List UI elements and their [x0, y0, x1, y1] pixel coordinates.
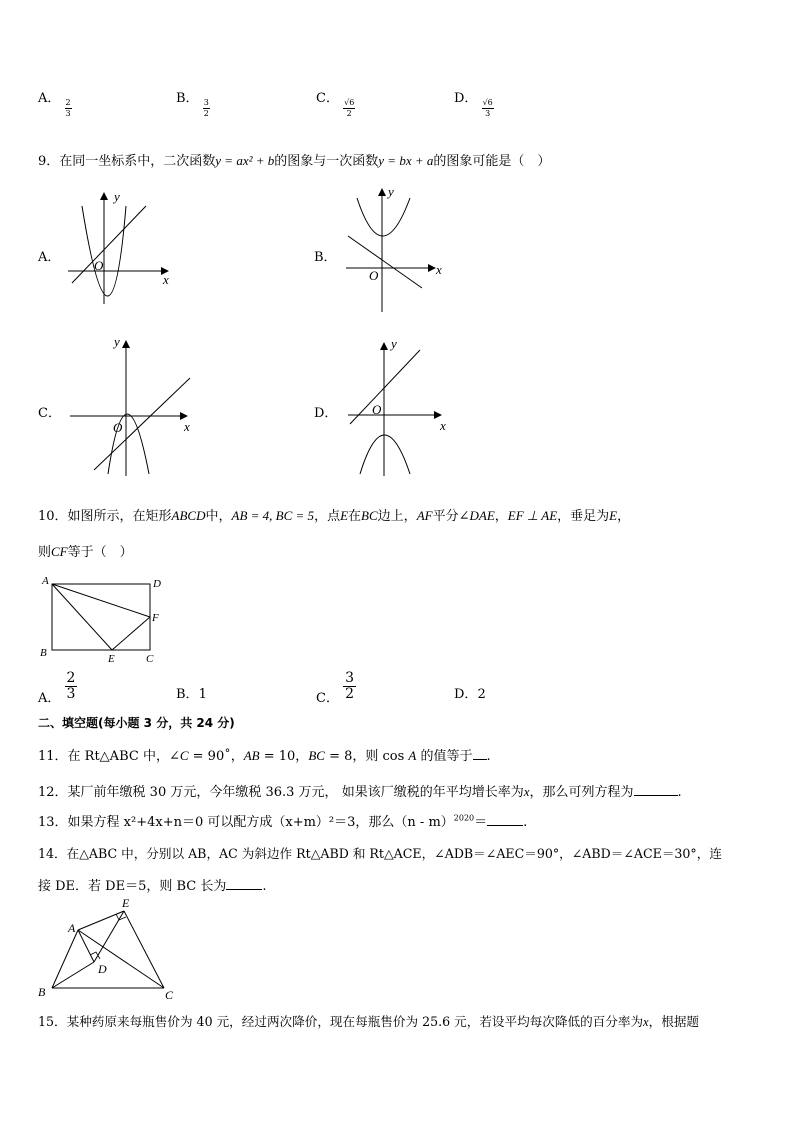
origin-label: O	[94, 258, 104, 273]
label-d: D	[98, 962, 107, 976]
x-label: x	[436, 262, 442, 277]
origin-label: O	[369, 268, 379, 283]
q11-stem: 11．在 Rt△ABC 中，∠C = 90˚，AB = 10，BC = 8，则 cos A 的值等于 .	[38, 748, 491, 764]
label-e: E	[122, 896, 130, 910]
label-f: F	[152, 612, 159, 624]
q8-option-c[interactable]: C． $\frac{√6}{2}$	[316, 91, 355, 118]
segment-ae	[78, 911, 124, 930]
q10-figure	[36, 574, 166, 664]
q9-option-b-label[interactable]: B．	[314, 250, 337, 265]
y-axis-arrow	[378, 188, 386, 196]
x-label: x	[184, 419, 190, 434]
q9-option-a-label[interactable]: A．	[38, 250, 61, 265]
q9-graph-a[interactable]	[66, 186, 176, 306]
q8-option-c-fraction: $\frac{√6}{2}$	[344, 98, 355, 118]
segment-ec	[124, 911, 164, 988]
q13-answer-blank[interactable]	[487, 825, 523, 826]
label-c: C	[146, 653, 154, 664]
q10-option-a[interactable]: A． $\frac{2}{3}$	[38, 670, 76, 707]
parabola	[357, 198, 410, 236]
segment-ac	[78, 930, 164, 988]
y-label: y	[114, 189, 120, 204]
q15-stem: 15．某种药原来每瓶售价为 40 元，经过两次降价，现在每瓶售价为 25.6 元，若设平均每次降低的百分率为x，根据题	[38, 1014, 700, 1029]
q10-option-c-fraction: $\frac{3}{2}$	[345, 670, 355, 703]
q10-option-c[interactable]: C． $\frac{3}{2}$	[316, 670, 355, 707]
label-a: A	[68, 921, 76, 935]
q14-stem-line1: 14．在△ABC 中，分别以 AB，AC 为斜边作 Rt△ABD 和 Rt△ACE，∠ADB＝∠AEC＝90°，∠ABD＝∠ACE＝30°，连	[38, 846, 722, 861]
q9-stem: 9．在同一坐标系中，二次函数y = ax² + b的图象与一次函数y = bx + a的图象可能是（ ）	[38, 153, 551, 169]
q10-option-b[interactable]: B．1	[176, 687, 207, 702]
segment-ab	[52, 930, 78, 988]
q12-answer-blank[interactable]	[634, 795, 678, 796]
label-b: B	[40, 647, 47, 659]
q11-answer-blank[interactable]	[473, 759, 487, 760]
q10-stem-line2: 则CF等于（ ）	[38, 544, 133, 560]
y-label: y	[391, 336, 397, 351]
q10-option-d[interactable]: D．2	[454, 687, 486, 702]
q14-stem-line2: 接 DE．若 DE＝5，则 BC 长为 .	[38, 879, 267, 894]
line	[350, 350, 420, 424]
y-label: y	[388, 184, 394, 199]
y-axis-arrow	[380, 342, 388, 350]
q10-option-a-fraction: $\frac{2}{3}$	[66, 670, 76, 703]
q8-option-b[interactable]: B． $\frac{3}{2}$	[176, 91, 209, 118]
y-axis-arrow	[122, 340, 130, 348]
label-a: A	[42, 575, 49, 587]
section-2-heading: 二、填空题(每小题 3 分，共 24 分)	[38, 716, 235, 730]
q9-option-c-label[interactable]: C．	[38, 406, 61, 421]
q12-stem: 12．某厂前年缴税 30 万元，今年缴税 36.3 万元， 如果该厂缴税的年平均增长率为x，那么可列方程为 .	[38, 784, 682, 800]
q9-option-d-label[interactable]: D．	[314, 406, 338, 421]
q8-option-a[interactable]: A． $\frac{2}{3}$	[38, 91, 71, 118]
x-label: x	[440, 418, 446, 433]
label-e: E	[108, 653, 115, 664]
line	[94, 378, 190, 470]
y-axis-arrow	[100, 192, 108, 200]
segment-ef	[112, 617, 150, 650]
label-b: B	[38, 985, 46, 999]
q10-stem-line1: 10．如图所示，在矩形ABCD中，AB = 4, BC = 5，点E在BC边上，AF平分∠DAE，EF ⊥ AE，垂足为E，	[38, 508, 631, 524]
y-label: y	[114, 334, 120, 349]
q13-stem: 13．如果方程 x²+4x+n＝0 可以配方成（x+m）²＝3，那么（n - m）$^{2020}$＝ .	[38, 813, 528, 830]
origin-label: O	[113, 420, 123, 435]
q14-figure	[36, 896, 186, 1004]
label-d: D	[153, 578, 161, 590]
segment-de	[94, 911, 124, 962]
x-label: x	[163, 272, 169, 287]
x-axis-arrow	[428, 264, 436, 272]
q8-option-d-fraction: $\frac{√6}{3}$	[482, 98, 493, 118]
q8-option-a-fraction: $\frac{2}{3}$	[65, 98, 71, 118]
q8-option-d[interactable]: D． $\frac{√6}{3}$	[454, 91, 493, 118]
origin-label: O	[372, 402, 382, 417]
line	[348, 236, 422, 288]
q14-answer-blank[interactable]	[226, 889, 262, 890]
q9-graph-d[interactable]	[344, 336, 454, 478]
parabola	[360, 435, 410, 474]
rectangle-abcd	[52, 584, 150, 650]
q8-option-b-fraction: $\frac{3}{2}$	[203, 98, 209, 118]
label-c: C	[165, 988, 174, 1002]
q9-graph-b[interactable]	[342, 184, 452, 314]
q9-graph-c[interactable]	[66, 334, 196, 479]
